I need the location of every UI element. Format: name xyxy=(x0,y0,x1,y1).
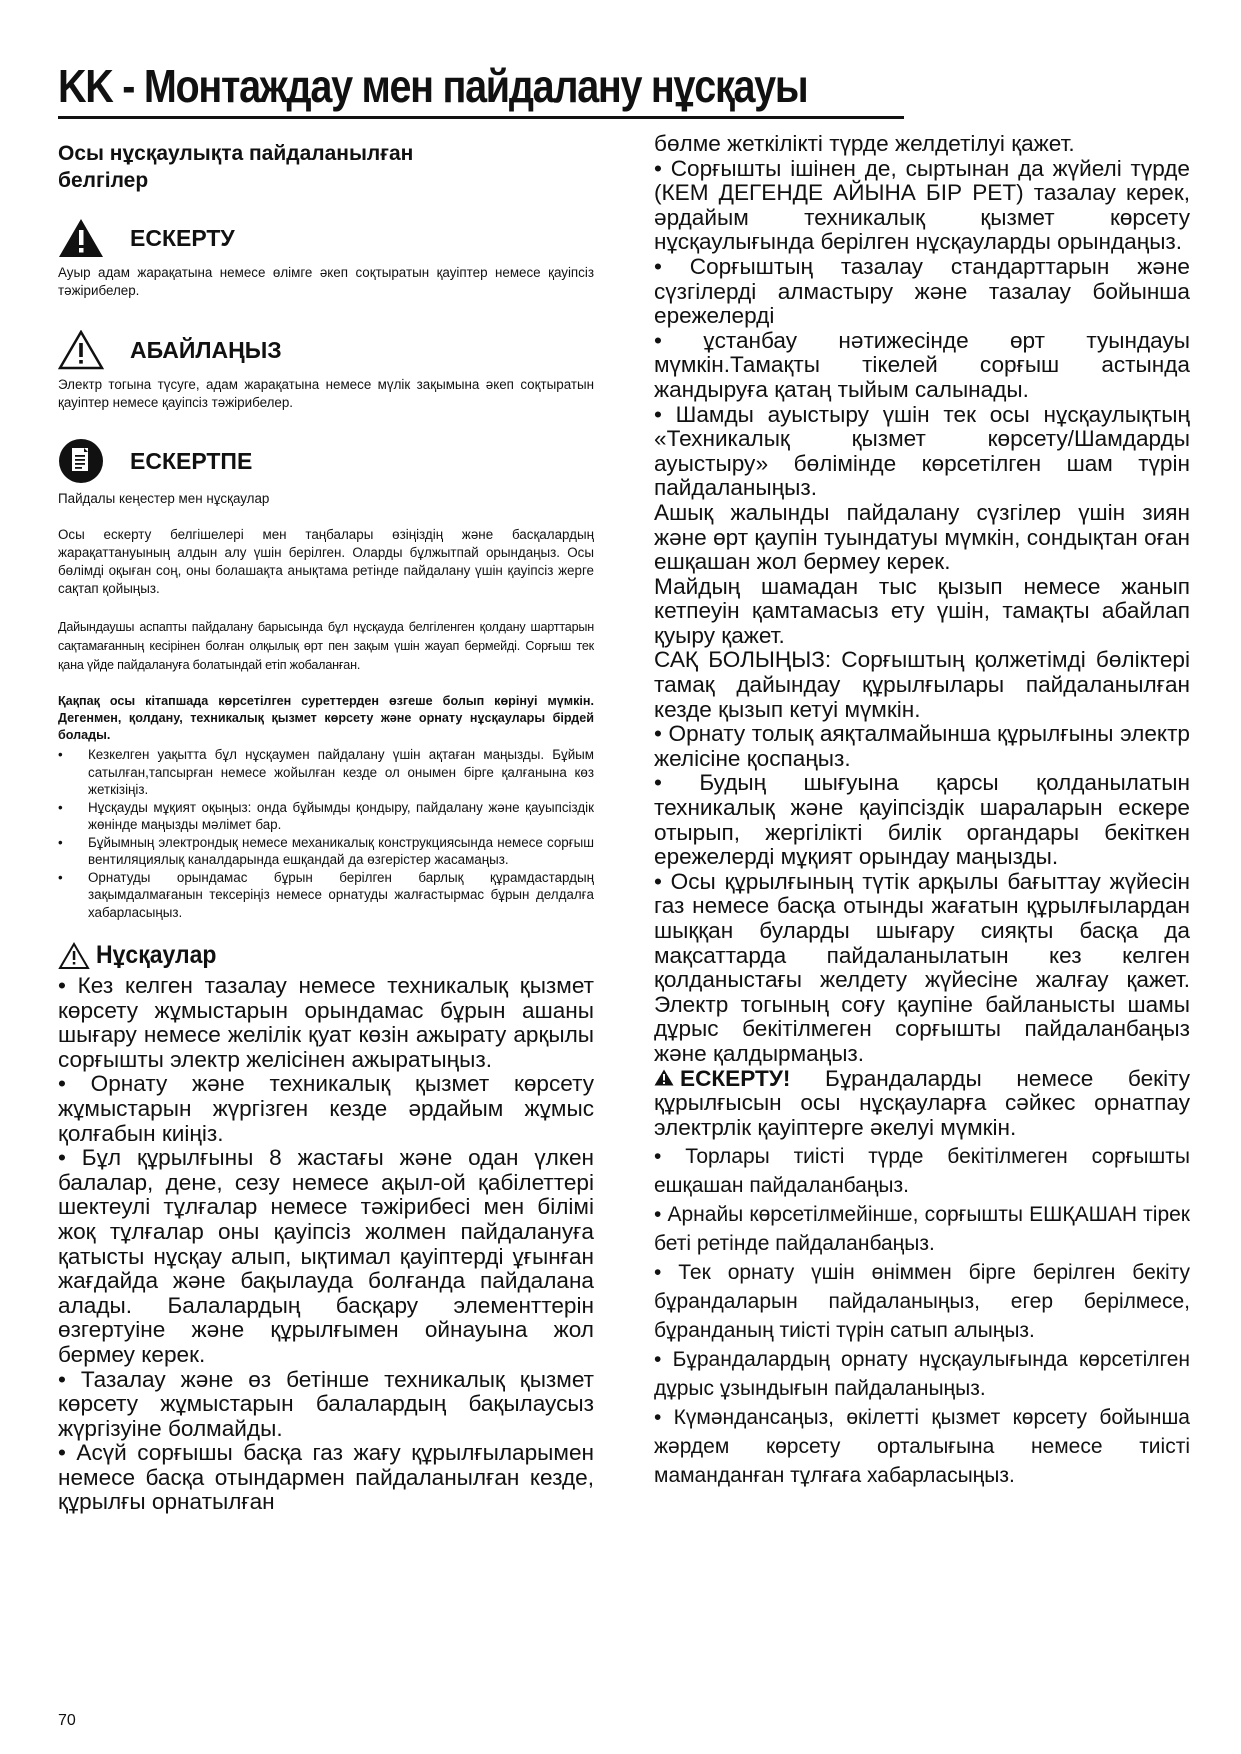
warning-inline-paragraph xyxy=(654,1067,1190,1141)
paragraph: • Шамды ауыстыру үшін тек осы нұсқаулықтың «Техникалық қызмет көрсету/Шамдарды ауыстыру» бөлімінде көрсетілген шам түрін пайдаланыңыз. xyxy=(654,401,1190,501)
symbols-heading: Осы нұсқаулықта пайдаланылған белгілер xyxy=(58,142,414,192)
caution-outline-icon xyxy=(58,942,90,970)
paragraph: • Орнату толық аяқталмайынша құрылғыны электр желісіне қоспаңыз. xyxy=(654,721,1190,771)
intro-paragraph-2: Дайындаушы аспапты пайдалану барысында бұл нұсқауда белгіленген қолдану шарттарын сақтамағанның кесірінен болған олқылық өрт пен зақым үшін жауап бермейді. Сорғыш тек қана үйде пайдалануға болатындай етіп жобаланған. xyxy=(58,620,594,672)
paragraph: САҚ БОЛЫҢЫЗ: Сорғыштың қолжетімді бөліктері тамақ дайындау құрылғылары пайдаланылған кезде қызып кетуі мүмкін. xyxy=(654,647,1190,722)
list-item: • Нұсқауды мұқият оқыңыз: онда бұйымды қондыру, пайдалану және қауыпсіздік жөнінде маңызды мәлімет бар. xyxy=(58,799,594,834)
warning-label: ЕСКЕРТУ xyxy=(130,224,235,251)
instructions-heading: Нұсқаулар xyxy=(96,941,217,969)
paragraph: • ұстанбау нәтижесінде өрт туындауы мүмкін.Тамақты тікелей сорғыш астында жандыруға қатаң тыйым салынады. xyxy=(654,327,1190,402)
paragraph: Майдың шамадан тыс қызып немесе жанып кетпеуін қамтамасыз ету үшін, тамақты абайлап қуыру қажет. xyxy=(654,573,1190,648)
caution-outline-icon xyxy=(58,330,104,370)
instructions-heading-block xyxy=(58,941,594,970)
paragraph: • Тек орнату үшін өніммен бірге берілген бекіту бұрандаларын пайдаланыңыз, егер берілмесе, бұранданың тиісті түрін сатып алыңыз. xyxy=(654,1261,1190,1343)
caution-label: АБАЙЛАҢЫЗ xyxy=(130,336,282,363)
title-underline xyxy=(58,116,904,119)
paragraph: • Арнайы көрсетілмейінше, сорғышты ЕШҚАШАН тірек беті ретінде пайдаланбаңыз. xyxy=(654,1203,1190,1256)
warning-inline-text: Бұрандаларды немесе бекіту құрылғысын осы нұсқауларға сәйкес орнатпау электрлік қауіптерге әкелуі мүмкін. xyxy=(654,1065,1190,1140)
paragraph: • Орнату және техникалық қызмет көрсету жұмыстарын жүргізген кезде әрдайым жұмыс қолғабын киіңіз. xyxy=(58,1071,594,1146)
warning-filled-icon xyxy=(654,1069,674,1086)
note-document-icon xyxy=(58,438,104,484)
right-column xyxy=(654,132,1190,1490)
page-title: KK - Монтаждау мен пайдалану нұсқауы xyxy=(58,60,808,112)
list-item: • Кезкелген уақытта бұл нұсқаумен пайдалану үшін ақтаған маңызды. Бұйым сатылған,тапсырған немесе жойылған кезде ол онымен бірге қалғанына көз жеткізіңіз. xyxy=(58,746,594,799)
instructions-left xyxy=(58,974,594,1515)
paragraph: • Осы құрылғының түтік арқылы бағыттау жүйесін газ немесе басқа отынды жағатын құрылғылардан шыққан буларды шығару сияқты басқа да мақсаттарда пайдаланылатын кез келген қолданыстағы желдету жүйесіне жалғау қажет. Электр тогының соғу қаупіне байланысты шамы дұрыс бекітілмеген сорғышты пайдаланбаңыз және қалдырмаңыз. xyxy=(654,868,1190,1066)
note-block xyxy=(58,438,594,484)
paragraph: • Асүй сорғышы басқа газ жағу құрылғыларымен немесе басқа отындармен пайдаланылған кезде, құрылғы орнатылған xyxy=(58,1440,594,1515)
list-item: • Орнатуды орындамас бұрын берілген барлық құрамдастардың зақымдалмағанын тексеріңіз немесе орнатуды жалғастырмас бұрын делдалға хабарласыңыз. xyxy=(58,869,594,922)
warning-text: Ауыр адам жарақатына немесе өлімге әкеп соқтыратын қауіптер немесе қауіпсіз тәжірибелер. xyxy=(58,265,594,298)
intro-paragraph-1: Осы ескерту белгішелері мен таңбалары өзіңіздің және басқалардың жарақаттануының алдын алу үшін берілген. Оларды бұлжытпай орындаңыз. Осы бөлімді оқыған соң, оны болашақта анықтама ретінде пайдалану үшін қауіпсіз жерге сақтап қойыңыз. xyxy=(58,527,594,596)
paragraph: • Будың шығуына қарсы қолданылатын техникалық және қауіпсіздік шараларын ескере отырып, жергілікті билік органдары бекіткен ережелерді мұқият орындау маңызды. xyxy=(654,770,1190,870)
intro-bullet-list xyxy=(58,746,594,921)
warning-inline-label: ЕСКЕРТУ! xyxy=(680,1065,791,1091)
page-number: 70 xyxy=(58,1712,76,1729)
paragraph: бөлме жеткілікті түрде желдетілуі қажет. xyxy=(654,131,1075,156)
left-column xyxy=(58,136,594,1515)
list-item: • Бұйымның электрондық немесе механикалық конструкциясында немесе сорғыш вентиляциялық каналдарында ешқандай да өзгерістер жасамаңыз. xyxy=(58,834,594,869)
instructions-right-lower xyxy=(654,1142,1190,1490)
paragraph: • Сорғыштың тазалау стандарттарын және сүзгілерді алмастыру және тазалау бойынша ережелерді xyxy=(654,253,1190,329)
paragraph: • Бұрандалардың орнату нұсқаулығында көрсетілген дұрыс ұзындығын пайдаланыңыз. xyxy=(654,1348,1190,1401)
paragraph: • Торлары тиісті түрде бекітілмеген сорғышты ешқашан пайдаланбаңыз. xyxy=(654,1145,1190,1198)
caution-text: Электр тогына түсуге, адам жарақатына немесе мүлік зақымына әкеп соқтыратын қауіптер немесе қауіпсіз тәжірибелер. xyxy=(58,377,594,410)
caution-block xyxy=(58,330,594,370)
paragraph: Ашық жалынды пайдалану сүзгілер үшін зиян және өрт қаупін туындатуы мүмкін, сондықтан оған ешқашан жол бермеу керек. xyxy=(654,499,1190,575)
note-label: ЕСКЕРТПЕ xyxy=(130,447,253,474)
paragraph: • Сорғышты ішінен де, сыртынан да жүйелі түрде (КЕМ ДЕГЕНДЕ АЙЫНА БІР РЕТ) тазалау керек, әрдайым техникалық қызмет көрсету нұсқаулығында берілген нұсқауларды орындаңыз. xyxy=(654,155,1190,255)
note-text: Пайдалы кеңестер мен нұсқаулар xyxy=(58,491,270,506)
warning-block xyxy=(58,218,594,258)
paragraph: • Күмәндансаңыз, өкілетті қызмет көрсету бойынша жәрдем көрсету орталығына немесе тиісті маманданған тұлғаға хабарласыңыз. xyxy=(654,1406,1190,1488)
intro-paragraph-3: Қақпақ осы кітапшада көрсетілген суреттерден өзгеше болып көрінуі мүмкін. Дегенмен, қолдану, техникалық қызмет көрсету және орнату нұсқаулары бірдей болады. xyxy=(58,694,594,742)
warning-filled-icon xyxy=(58,218,104,258)
paragraph: • Тазалау және өз бетінше техникалық қызмет көрсету жұмыстарын балалардың бақылаусыз жүргізуіне болмайды. xyxy=(58,1366,594,1441)
paragraph: • Бұл құрылғыны 8 жастағы және одан үлкен балалар, дене, сезу немесе ақыл-ой қабілеттері шектеулі тұлғалар немесе тәжірибесі мен білімі жоқ тұлғалар оны қауіпсіз жолмен пайдалануға қатысты нұсқау алып, ықтимал қауіптерді ұғынған жағдайда және бақылауда болғанда пайдалана алады. Балалардың басқару элементтерін өзгертуіне және құрылғымен ойнауына жол бермеу керек. xyxy=(58,1145,594,1367)
paragraph: • Кез келген тазалау немесе техникалық қызмет көрсету жұмыстарын орындамас бұрын ашаны шығару немесе желілік қуат көзін ажырату арқылы сорғышты электр желісінен ажыратыңыз. xyxy=(58,973,594,1072)
